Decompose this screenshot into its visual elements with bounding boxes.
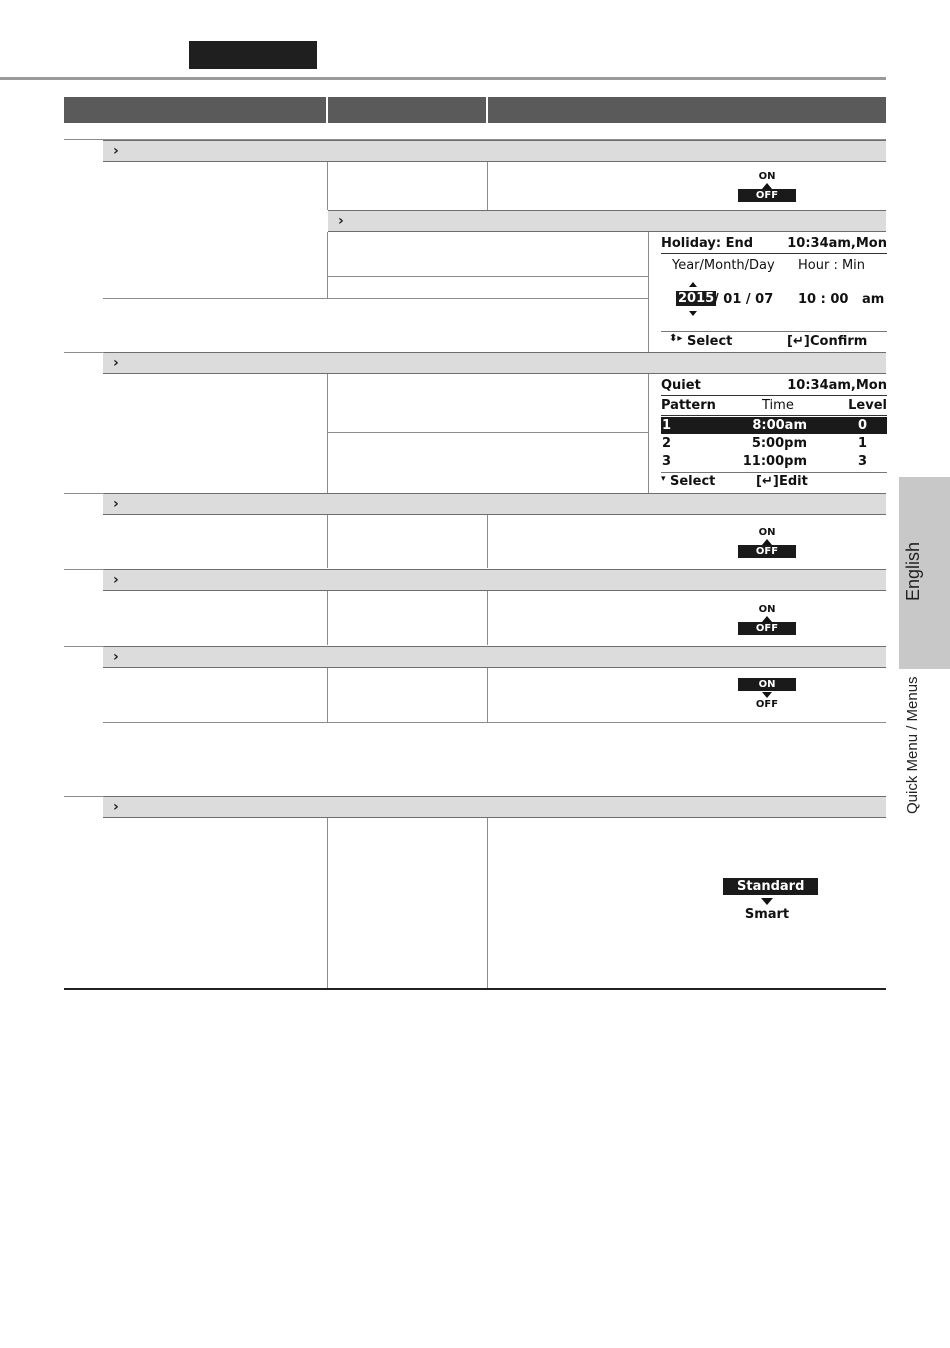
mode-selector[interactable] (723, 878, 811, 922)
row-rule (103, 298, 648, 299)
holiday-year-selected[interactable]: 2015 (678, 291, 715, 306)
toggle-on-label: ON (758, 527, 776, 538)
down-arrow-icon: ▾ (661, 474, 666, 484)
divider (661, 472, 887, 473)
select-arrows-icon: ⬍▸ (669, 333, 683, 344)
row-rule (103, 722, 886, 723)
quiet-edit-label: Edit (779, 474, 808, 489)
section-bar-5 (103, 646, 886, 668)
table-header-col-3 (488, 97, 886, 123)
quiet-row-3-pattern: 3 (662, 454, 672, 469)
enter-key-icon: [↵] (787, 334, 810, 349)
row-rule (64, 646, 104, 647)
section-bar-3 (103, 493, 886, 515)
chevron-right-icon: › (113, 649, 119, 665)
quiet-header-time: Time (762, 398, 794, 413)
col-divider (327, 818, 328, 989)
on-off-toggle-1[interactable] (737, 170, 797, 202)
table-bottom-rule (64, 988, 886, 990)
section-bar-2 (103, 352, 886, 374)
side-tab-section: Quick Menu / Menus (904, 676, 921, 814)
holiday-time: 10 : 00 am (798, 292, 885, 307)
col-divider (487, 162, 488, 210)
row-rule (328, 276, 648, 277)
col-divider (327, 374, 328, 493)
col-divider (487, 591, 488, 645)
holiday-confirm-label: Confirm (810, 334, 868, 349)
chevron-right-icon: › (113, 355, 119, 371)
on-off-toggle-3[interactable] (737, 603, 797, 635)
subsection-bar-holiday (328, 210, 886, 232)
quiet-row-2-level: 1 (857, 436, 867, 451)
row-rule (64, 493, 104, 494)
toggle-off-selected: OFF (738, 545, 796, 558)
divider (661, 253, 887, 254)
chevron-right-icon: › (113, 572, 119, 588)
col-divider (327, 232, 328, 299)
col-divider (487, 515, 488, 568)
col-divider (327, 162, 328, 210)
col-divider (327, 668, 328, 723)
col-divider (327, 591, 328, 645)
divider (661, 395, 887, 396)
col-divider (327, 515, 328, 568)
table-header-col-2 (328, 97, 486, 123)
chevron-right-icon: › (338, 213, 344, 229)
quiet-row-3-time: 11:00pm (742, 454, 807, 469)
header-label-box (189, 41, 317, 69)
table-header-col-1 (64, 97, 326, 123)
quiet-row-1-level: 0 (857, 418, 867, 433)
quiet-row-1-time: 8:00am (752, 418, 807, 433)
side-tab-language: English (903, 541, 923, 601)
holiday-select-label: Select (687, 334, 733, 349)
toggle-off-selected: OFF (738, 622, 796, 635)
holiday-screen (661, 234, 887, 352)
row-rule (64, 569, 104, 570)
col-divider (648, 374, 649, 493)
section-bar-1 (103, 140, 886, 162)
header-rule (0, 77, 886, 80)
quiet-title: Quiet (661, 378, 701, 393)
quiet-row-1-pattern: 1 (662, 418, 672, 433)
quiet-header-level: Level (848, 398, 887, 413)
quiet-row-2-pattern: 2 (662, 436, 672, 451)
up-arrow-icon (689, 282, 697, 287)
down-arrow-icon (689, 311, 697, 316)
holiday-date-header: Year/Month/Day (672, 258, 775, 273)
toggle-on-label: ON (758, 171, 776, 182)
row-rule (64, 796, 104, 797)
row-rule (64, 352, 104, 353)
holiday-title: Holiday: End (661, 236, 754, 251)
holiday-month-day: / 01 / 07 (714, 292, 774, 307)
quiet-screen (661, 376, 887, 492)
chevron-right-icon: › (113, 799, 119, 815)
chevron-right-icon: › (113, 143, 119, 159)
toggle-off-label: OFF (755, 699, 779, 710)
quiet-select-label: Select (670, 474, 716, 489)
toggle-on-selected: ON (738, 678, 796, 691)
enter-key-icon: [↵] (756, 474, 779, 489)
quiet-row-2-time: 5:00pm (751, 436, 807, 451)
mode-standard-selected: Standard (723, 878, 818, 895)
divider (661, 415, 887, 416)
col-divider (648, 232, 649, 352)
on-off-toggle-2[interactable] (737, 526, 797, 558)
section-bar-6 (103, 796, 886, 818)
down-arrow-icon (761, 898, 773, 905)
toggle-on-label: ON (758, 604, 776, 615)
row-rule (328, 432, 648, 433)
mode-smart-label: Smart (744, 907, 790, 922)
col-divider (487, 818, 488, 989)
divider (661, 331, 887, 332)
col-divider (487, 668, 488, 723)
section-bar-4 (103, 569, 886, 591)
quiet-clock: 10:34am,Mon (787, 378, 887, 393)
chevron-right-icon: › (113, 496, 119, 512)
quiet-header-pattern: Pattern (661, 398, 716, 413)
holiday-time-header: Hour : Min (798, 258, 866, 273)
on-off-toggle-4[interactable] (737, 678, 797, 710)
quiet-row-3-level: 3 (857, 454, 867, 469)
toggle-off-selected: OFF (738, 189, 796, 202)
holiday-clock: 10:34am,Mon (787, 236, 887, 251)
